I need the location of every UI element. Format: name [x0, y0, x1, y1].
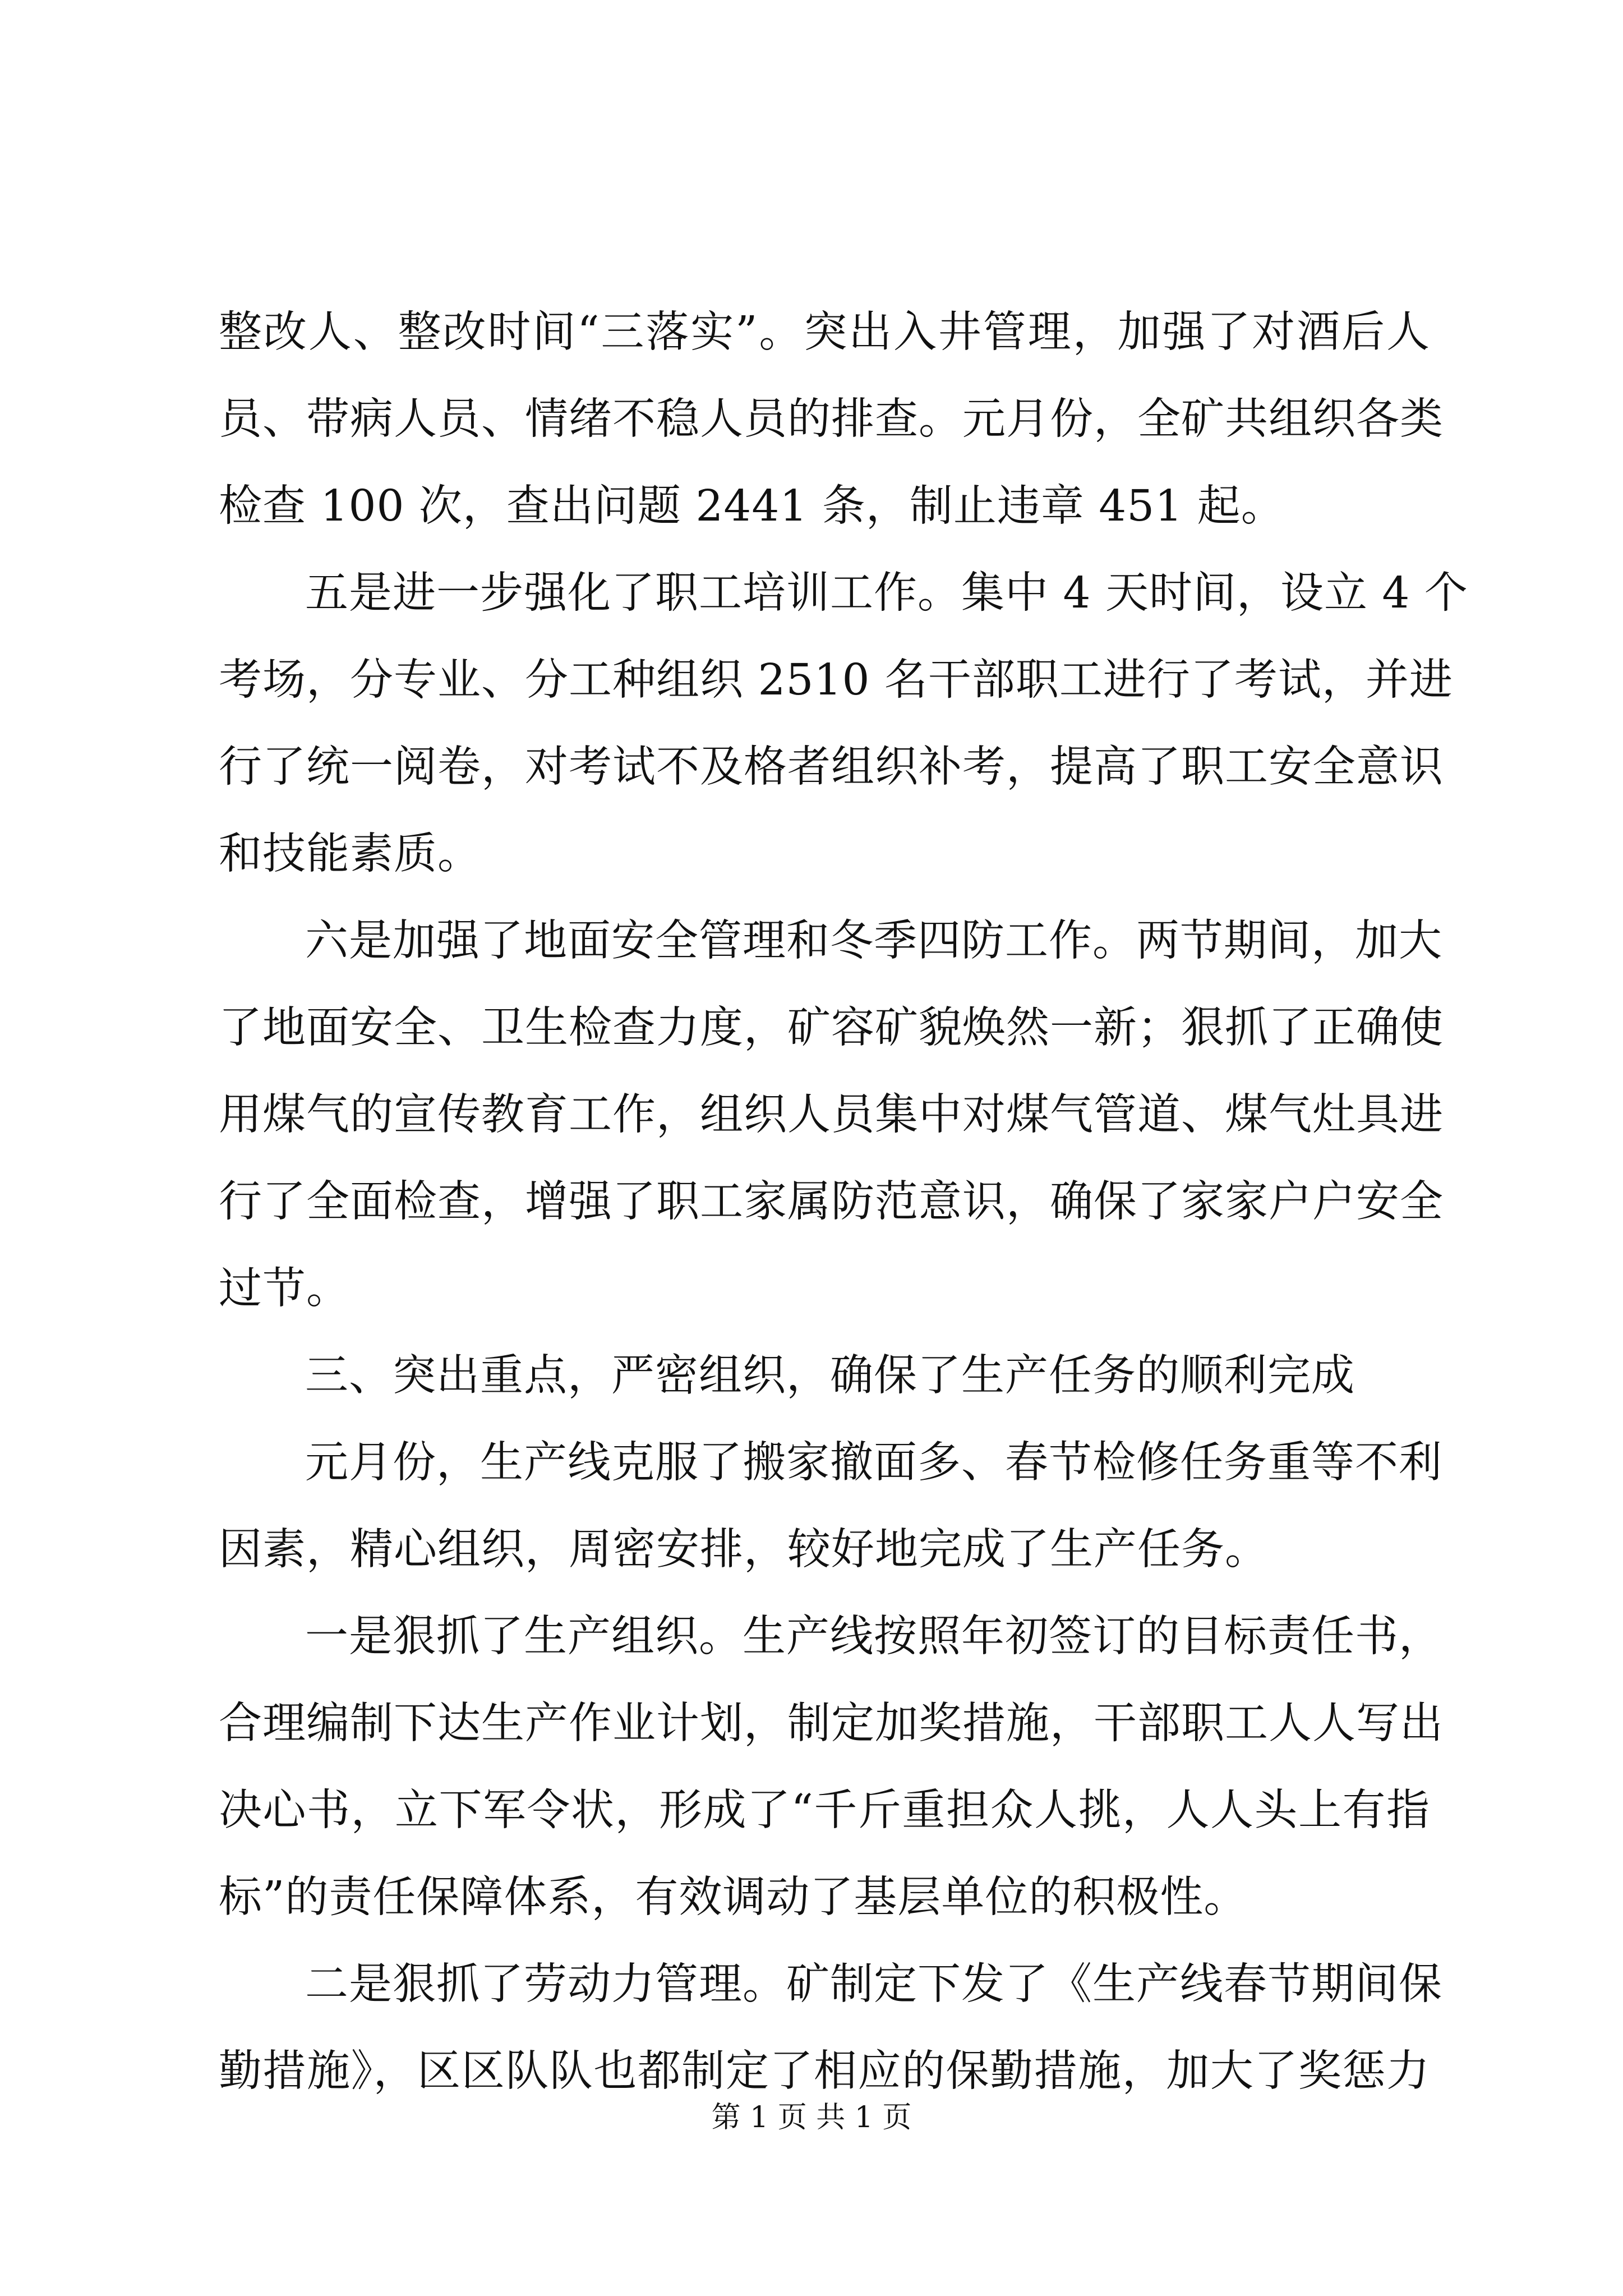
text-line: 行了统一阅卷，对考试不及格者组织补考，提高了职工安全意识	[219, 742, 1444, 792]
text-line: 因素，精心组织，周密安排，较好地完成了生产任务。	[219, 1525, 1269, 1575]
text-line: 过节。	[219, 1264, 350, 1314]
paragraph-first-line: 二是狠抓了劳动力管理。矿制定下发了《生产线春节期间保	[305, 1959, 1442, 2009]
text-line: 考场，分专业、分工种组织 2510 名干部职工进行了考试，并进	[219, 655, 1453, 705]
text-line: 合理编制下达生产作业计划，制定加奖措施，干部职工人人写出	[219, 1699, 1444, 1749]
text-line: 决心书，立下军令状，形成了“千斤重担众人挑，人人头上有指	[219, 1786, 1430, 1835]
section-heading: 三、突出重点，严密组织，确保了生产任务的顺利完成	[305, 1351, 1355, 1401]
text-line: 标”的责任保障体系，有效调动了基层单位的积极性。	[219, 1872, 1248, 1922]
text-line: 行了全面检查，增强了职工家属防范意识，确保了家家户户安全	[219, 1177, 1444, 1227]
body-text	[219, 289, 1468, 2115]
paragraph-first-line: 一是狠抓了生产组织。生产线按照年初签订的目标责任书，	[305, 1612, 1442, 1662]
text-line: 检查 100 次，查出问题 2441 条，制止违章 451 起。	[219, 481, 1285, 531]
page-footer: 第 1 页 共 1 页	[711, 2101, 912, 2134]
text-line: 勤措施》，区区队队也都制定了相应的保勤措施，加大了奖惩力	[219, 2046, 1430, 2096]
text-line: 和技能素质。	[219, 829, 481, 879]
paragraph-first-line: 五是进一步强化了职工培训工作。集中 4 天时间，设立 4 个	[305, 568, 1468, 618]
text-line: 了地面安全、卫生检查力度，矿容矿貌焕然一新；狠抓了正确使	[219, 1003, 1444, 1053]
text-line: 用煤气的宣传教育工作，组织人员集中对煤气管道、煤气灶具进	[219, 1090, 1444, 1140]
paragraph-first-line: 六是加强了地面安全管理和冬季四防工作。两节期间，加大	[305, 916, 1442, 966]
paragraph-first-line: 元月份，生产线克服了搬家撤面多、春节检修任务重等不利	[305, 1438, 1442, 1488]
text-line: 员、带病人员、情绪不稳人员的排查。元月份，全矿共组织各类	[219, 394, 1444, 444]
text-line: 整改人、整改时间“三落实”。突出入井管理，加强了对酒后人	[219, 307, 1430, 357]
